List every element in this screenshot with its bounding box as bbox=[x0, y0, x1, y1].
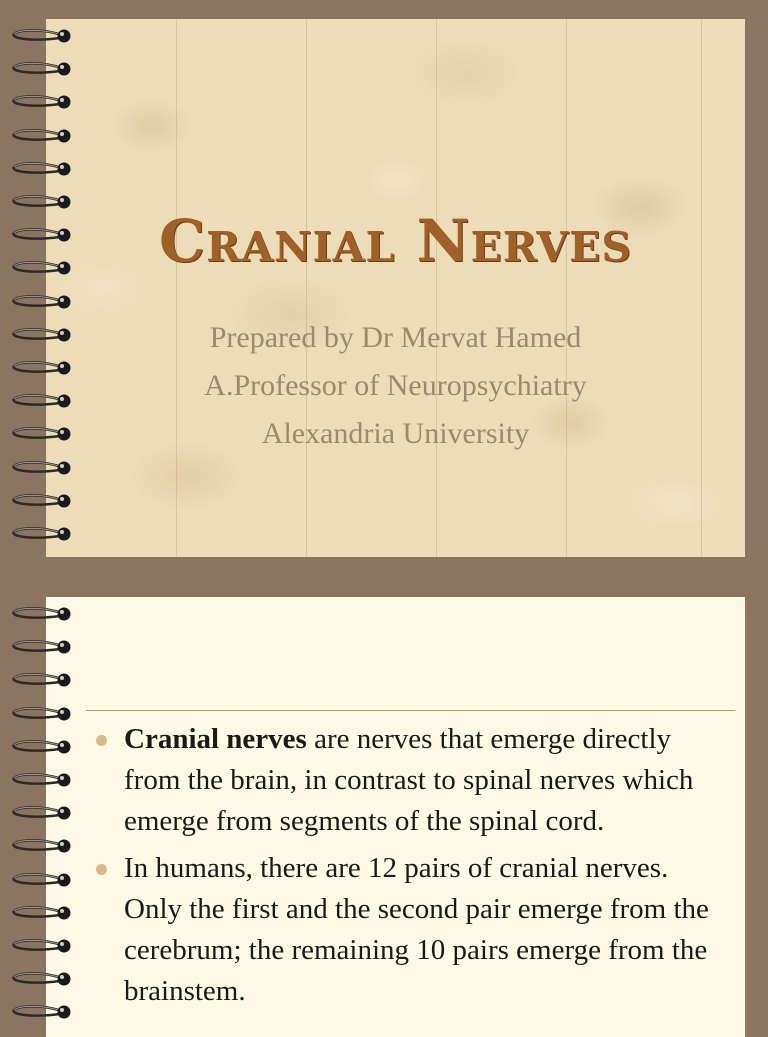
spiral-ring bbox=[0, 327, 78, 343]
spiral-ring bbox=[0, 161, 78, 177]
spiral-ring bbox=[0, 706, 78, 722]
spiral-ring bbox=[0, 360, 78, 376]
content-slide bbox=[46, 597, 745, 1037]
spiral-ring bbox=[0, 227, 78, 243]
spiral-ring bbox=[0, 872, 78, 888]
spiral-ring bbox=[0, 606, 78, 622]
list-item bbox=[92, 848, 725, 1012]
paper-line bbox=[566, 19, 567, 557]
spiral-ring bbox=[0, 128, 78, 144]
bullet-text: are nerves that emerge directly from the brain, in contrast to spinal nerves which emerge from segments of the spinal cord. bbox=[124, 723, 694, 837]
title-divider bbox=[86, 710, 735, 711]
paper-line bbox=[306, 19, 307, 557]
spiral-ring bbox=[0, 426, 78, 442]
spiral-ring bbox=[0, 1004, 78, 1020]
bullet-list bbox=[92, 719, 725, 1018]
paper-line bbox=[436, 19, 437, 557]
spiral-ring bbox=[0, 938, 78, 954]
spiral-ring bbox=[0, 61, 78, 77]
slide-title: Cranial Nerves bbox=[158, 207, 633, 275]
bullet-bold-term: Cranial nerves bbox=[124, 723, 307, 755]
spiral-ring bbox=[0, 94, 78, 110]
paper-line bbox=[701, 19, 702, 557]
spiral-ring bbox=[0, 672, 78, 688]
spiral-ring bbox=[0, 838, 78, 854]
title-slide bbox=[46, 19, 745, 557]
spiral-ring bbox=[0, 28, 78, 44]
spiral-ring bbox=[0, 739, 78, 755]
position-line: A.Professor of Neuropsychiatry bbox=[204, 369, 587, 402]
spiral-ring bbox=[0, 639, 78, 655]
spiral-ring bbox=[0, 294, 78, 310]
spiral-ring bbox=[0, 905, 78, 921]
spiral-ring bbox=[0, 260, 78, 276]
university-line: Alexandria University bbox=[261, 417, 530, 450]
author-line: Prepared by Dr Mervat Hamed bbox=[209, 321, 582, 354]
spiral-ring bbox=[0, 971, 78, 987]
spiral-ring bbox=[0, 772, 78, 788]
spiral-ring bbox=[0, 805, 78, 821]
bullet-dot-icon bbox=[96, 864, 107, 875]
spiral-ring bbox=[0, 493, 78, 509]
spiral-ring bbox=[0, 393, 78, 409]
bullet-dot-icon bbox=[96, 735, 107, 746]
spiral-ring bbox=[0, 460, 78, 476]
bullet-text: In humans, there are 12 pairs of cranial nerves. Only the first and the second pair emerge from the cerebrum; the remaining 10 pairs emerge from the brainstem. bbox=[124, 852, 709, 1007]
spiral-ring bbox=[0, 194, 78, 210]
list-item bbox=[92, 719, 725, 842]
spiral-ring bbox=[0, 526, 78, 542]
paper-line bbox=[176, 19, 177, 557]
